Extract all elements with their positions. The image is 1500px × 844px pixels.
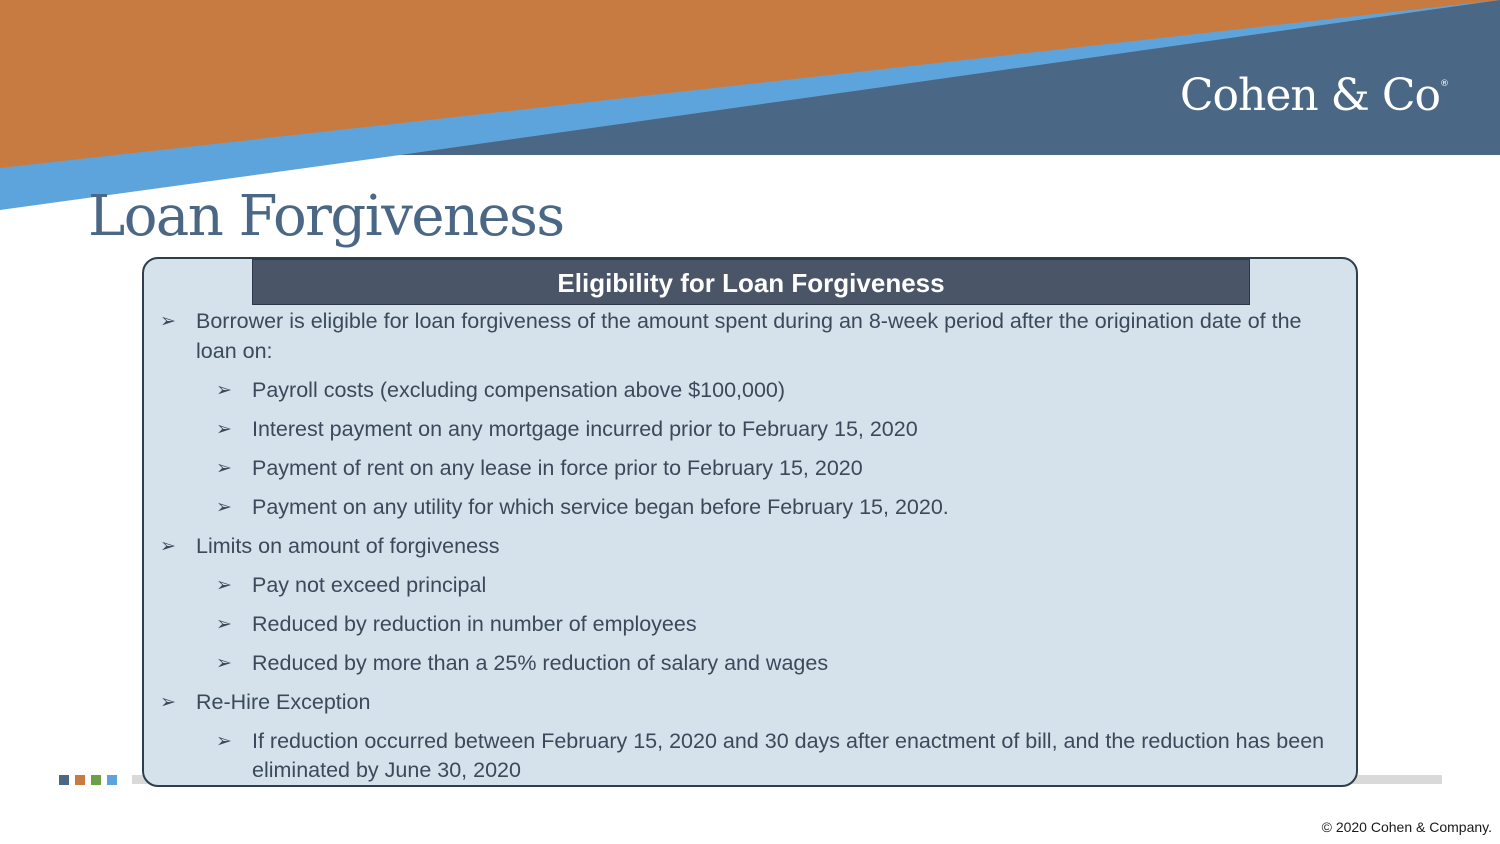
sub-bullet-item (216, 649, 1346, 679)
arrowhead-bullet-icon: ➢ (160, 535, 176, 557)
bullet-item (160, 532, 1346, 562)
bullet-item (160, 688, 1346, 718)
bullet-text: If reduction occurred between February 15, 2020 and 30 days after enactment of bill, and the reduction has been eliminated by June 30, 2020 (252, 728, 1325, 782)
company-logo (1179, 70, 1448, 121)
sub-bullet-item (216, 610, 1346, 640)
bullet-text: Payment of rent on any lease in force prior to February 15, 2020 (252, 455, 863, 480)
arrowhead-bullet-icon: ➢ (160, 691, 176, 713)
sub-bullet-item (216, 493, 1346, 523)
footer-square (75, 775, 85, 785)
bullet-text: Limits on amount of forgiveness (196, 533, 500, 558)
sub-bullet-item (216, 415, 1346, 445)
bullet-text: Reduced by more than a 25% reduction of salary and wages (252, 650, 829, 675)
bullet-text: Borrower is eligible for loan forgiveness of the amount spent during an 8-week period after the origination date of the loan on: (196, 309, 1302, 363)
footer-squares (59, 775, 117, 785)
footer-square (91, 775, 101, 785)
arrowhead-bullet-icon: ➢ (216, 574, 232, 596)
arrowhead-bullet-icon: ➢ (216, 457, 232, 479)
bullet-item (160, 307, 1346, 366)
bullet-text: Payment on any utility for which service began before February 15, 2020. (252, 494, 949, 519)
page-title: Loan Forgiveness (88, 184, 564, 249)
bullet-text: Re-Hire Exception (196, 689, 371, 714)
eligibility-content-box (142, 257, 1358, 787)
arrowhead-bullet-icon: ➢ (216, 418, 232, 440)
sub-bullet-item (216, 571, 1346, 601)
arrowhead-bullet-icon: ➢ (216, 613, 232, 635)
arrowhead-bullet-icon: ➢ (216, 496, 232, 518)
arrowhead-bullet-icon: ➢ (160, 311, 176, 332)
footer-square (107, 775, 117, 785)
box-header: Eligibility for Loan Forgiveness (252, 259, 1250, 305)
footer-square (59, 775, 69, 785)
bullet-text: Payroll costs (excluding compensation above $100,000) (252, 377, 786, 402)
bullet-text: Interest payment on any mortgage incurred prior to February 15, 2020 (252, 416, 918, 441)
sub-bullet-item (216, 454, 1346, 484)
logo-text: Cohen & Co (1179, 70, 1440, 121)
arrowhead-bullet-icon: ➢ (216, 730, 232, 752)
bullet-text: Reduced by reduction in number of employees (252, 611, 697, 636)
copyright-notice: © 2020 Cohen & Company. (1321, 819, 1492, 835)
registered-mark: ® (1440, 79, 1448, 89)
bullet-list (160, 307, 1346, 786)
sub-bullet-item (216, 727, 1346, 786)
arrowhead-bullet-icon: ➢ (216, 379, 232, 401)
bullet-text: Pay not exceed principal (252, 572, 487, 597)
sub-bullet-item (216, 376, 1346, 406)
arrowhead-bullet-icon: ➢ (216, 652, 232, 674)
